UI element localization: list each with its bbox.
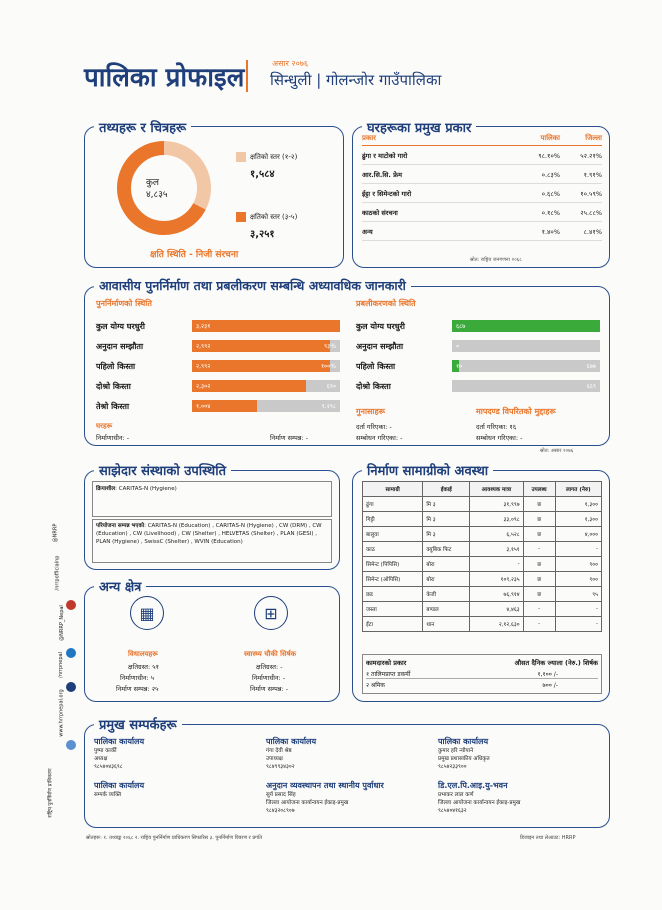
- material-name: सिमेन्ट (ओपिसि): [363, 572, 423, 587]
- house-types-table: [362, 134, 602, 241]
- house-type-palika: ९८.१०%: [538, 151, 560, 160]
- col-palika: पालिका: [540, 134, 560, 142]
- material-cost: ९५: [555, 587, 601, 602]
- rebuild-label: पहिलो किस्ता: [96, 362, 136, 371]
- org-name: राष्ट्रिय पुनर्निर्माण प्राधिकरण: [47, 768, 54, 818]
- col-type: प्रकार: [362, 134, 377, 142]
- material-row: [363, 527, 602, 542]
- social-tag: @NRRP: [52, 523, 59, 543]
- grievance-title: गुनासाहरू: [356, 407, 385, 416]
- contact-role: उपाध्यक्ष: [266, 756, 283, 762]
- page-title: पालिका प्रोफाइल: [84, 63, 245, 93]
- legend-value-dark: ३,२५१: [250, 229, 275, 240]
- house-type-name: ईट्टा र सिमेन्टको गारो: [362, 189, 412, 198]
- house-type-row: [362, 184, 602, 203]
- material-name: छड: [363, 587, 423, 602]
- house-type-palika: १.४०%: [541, 227, 560, 236]
- schools-title: विधालयहरू: [128, 650, 158, 658]
- rebuild-label: दोश्रो किस्ता: [96, 382, 131, 391]
- retrofit-label: दोश्रो किस्ता: [356, 382, 391, 391]
- material-row: [363, 512, 602, 527]
- houses-under-construction: निर्माणाधीन: -: [96, 434, 130, 442]
- donut-total-label: कुल: [146, 178, 160, 188]
- hospital-icon: ⊞: [254, 596, 288, 630]
- legend-label-light: क्षतिको स्तर (१-२): [250, 153, 298, 161]
- wage-skilled-rate: १,१०० /-: [537, 671, 558, 678]
- contact-phone[interactable]: ९८५४०४३६९८: [94, 764, 123, 770]
- material-cost: -: [555, 617, 601, 632]
- material-unit: बोरा: [423, 572, 470, 587]
- wage-col-type: कामदारको प्रकार: [366, 659, 407, 667]
- material-required: ३१,९९७: [470, 497, 523, 512]
- contact-office: पालिका कार्यालय: [266, 737, 317, 746]
- material-required: -: [470, 557, 523, 572]
- rebuild-label: अनुदान सम्झौता: [96, 342, 144, 351]
- material-cost: -: [555, 542, 601, 557]
- rebuild-label: कुल योग्य घरधुरी: [96, 322, 146, 331]
- contact-office: डि.एल.पि.आइ.यु-भवन: [438, 781, 508, 790]
- contact-role: अध्यक्ष: [94, 756, 108, 762]
- material-col-header: आवश्यक मात्रा: [470, 482, 523, 497]
- house-type-name: आर.सि.सि. फ्रेम: [362, 170, 403, 179]
- contact-role: जिल्ला आयोजना कार्यान्वयन ईकाइ-प्रमुख: [438, 800, 521, 806]
- material-required: ४,४६३: [470, 602, 523, 617]
- material-available: छ: [523, 557, 555, 572]
- material-row: [363, 542, 602, 557]
- material-col-header: उपलब्ध: [523, 482, 555, 497]
- material-cost: १,३००: [555, 497, 601, 512]
- contact-name: पुष्पा कार्की: [94, 748, 117, 754]
- schools-under-construction: निर्माणाधीन: ५: [120, 674, 155, 682]
- material-name: गिट्टी: [363, 512, 423, 527]
- partners-active-box: क्रियाशील: CARITAS-N (Hygiene): [92, 481, 332, 517]
- retrofit-value: ६८७: [456, 323, 466, 330]
- house-type-palika: ०.८३%: [541, 170, 560, 179]
- mapdanda-title: मापदण्ड विपरितको मुद्दाहरू: [476, 407, 556, 416]
- material-row: [363, 617, 602, 632]
- school-icon: ▦: [130, 596, 164, 630]
- material-name: बालुवा: [363, 527, 423, 542]
- material-required: ३३,०९८: [470, 512, 523, 527]
- material-available: छ: [523, 497, 555, 512]
- material-cost: ९००: [555, 572, 601, 587]
- title-divider: [246, 60, 248, 92]
- rebuild-remaining: १,२९८: [321, 403, 336, 410]
- retrofit-remaining: ६६९: [586, 383, 596, 390]
- house-type-name: काठको संरचना: [362, 208, 398, 217]
- rebuild-label: तेश्रो किस्ता: [96, 402, 130, 411]
- house-type-palika: ०.६८%: [541, 189, 560, 198]
- wage-col-rate: औसत दैनिक ज्याला (नेरु.) शिर्षक: [514, 659, 598, 667]
- col-district: जिल्ला: [585, 134, 602, 142]
- house-type-row: [362, 222, 602, 241]
- retrofit-bar-fill: [452, 320, 600, 332]
- retrofit-bar-track: [452, 340, 600, 352]
- rebuild-value: १,००४: [196, 403, 211, 410]
- house-types-source: स्रोत: राष्ट्रिय जनगणना २०६८: [470, 257, 522, 263]
- web-icon[interactable]: [66, 740, 76, 750]
- youtube-handle[interactable]: /nrrpnepal: [57, 652, 64, 678]
- house-type-name: अन्य: [362, 227, 373, 236]
- side-social-strip: [47, 500, 82, 830]
- material-name: जस्ता: [363, 602, 423, 617]
- partners-title: साझेदार संस्थाको उपस्थिति: [94, 461, 231, 479]
- contact-card: [94, 736, 262, 771]
- contact-card: [266, 736, 434, 771]
- partners-completed-label: परियोजना सम्पन्न भएको: [96, 523, 145, 529]
- rebuild-value: ३,२३१: [196, 323, 211, 330]
- contact-office: अनुदान व्यवस्थापन तथा स्थानीय पुर्वाधार: [266, 781, 384, 790]
- legend-swatch-light: [236, 152, 246, 162]
- contact-name: सम्पर्क व्यक्ति: [94, 792, 122, 798]
- other-title: अन्य क्षेत्र: [94, 577, 146, 595]
- retrofit-label: पहिलो किस्ता: [356, 362, 396, 371]
- contact-name: प्रभाकर लाल कर्ण: [438, 792, 474, 798]
- material-unit: मि ३: [423, 512, 470, 527]
- retrofit-label: अनुदान सम्झौता: [356, 342, 404, 351]
- rebuild-bar-fill: [192, 320, 340, 332]
- twitter-handle[interactable]: @NRRP_Nepal: [58, 605, 65, 641]
- house-type-row: [362, 165, 602, 184]
- contact-phone[interactable]: ९८४९९३४३०२: [266, 764, 295, 770]
- mapdanda-registered: दर्ता गरिएका: १६: [476, 423, 517, 431]
- legend-label-dark: क्षतिको स्तर (३-५): [250, 213, 298, 221]
- contact-phone[interactable]: ९८४३२०८९०७: [266, 808, 295, 814]
- house-type-district: ८.४१%: [583, 227, 602, 236]
- material-available: छ: [523, 587, 555, 602]
- wage-skilled-label: १ तालिमप्राप्त डकर्मी: [366, 671, 411, 678]
- partners-active-list: CARITAS-N (Hygiene): [118, 486, 177, 492]
- house-type-row: [362, 146, 602, 165]
- material-available: छ: [523, 572, 555, 587]
- retrofit-label: कुल योग्य घरधुरी: [356, 322, 406, 331]
- material-row: [363, 557, 602, 572]
- house-type-row: [362, 203, 602, 222]
- material-name: सिमेन्ट (पिपिसि): [363, 557, 423, 572]
- rebuild-value: २,३०२: [196, 383, 211, 390]
- contact-card: [438, 736, 606, 771]
- location-title: सिन्धुली | गोलन्जोर गाउँपालिका: [270, 71, 442, 89]
- material-cost: -: [555, 602, 601, 617]
- legend-value-light: १,५८४: [250, 169, 275, 180]
- rebuild-remaining: १००%: [320, 363, 336, 370]
- material-available: छ: [523, 527, 555, 542]
- legend-swatch-dark: [236, 212, 246, 222]
- rebuild-remaining: ६९०: [326, 383, 336, 390]
- wage-labour-rate: ७०० /-: [542, 682, 558, 689]
- house-types-title: घरहरूका प्रमुख प्रकार: [362, 118, 476, 136]
- reconstruction-left-sub: पुनर्निर्माणको स्थिति: [96, 299, 152, 308]
- contact-office: पालिका कार्यालय: [94, 781, 145, 790]
- houses-foot-title: घरहरू: [96, 422, 113, 430]
- contact-office: पालिका कार्यालय: [438, 737, 489, 746]
- health-under-construction: निर्माणाधीन: -: [252, 674, 286, 682]
- partners-completed-box: परियोजना सम्पन्न भएको: CARITAS-N (Education) , CARITAS-N (Hygiene) , CW (DRM) , CW (Education) , CW (Livelihood) , CW (Shelter) , HELVETAS (Shelter) , PLAN (GESI) , PLAN (Hygiene) , SwissC (Shelter) , WVIN (Education): [92, 519, 332, 563]
- wage-box: [362, 654, 602, 694]
- health-damaged: क्षतिग्रस्त: -: [256, 663, 283, 671]
- material-col-header: सामाग्री: [363, 482, 423, 497]
- material-required: १०९,२३५: [470, 572, 523, 587]
- reconstruction-title: आवासीय पुनर्निर्माण तथा प्रबलीकरण सम्बन्धि अध्यावधिक जानकारी: [94, 277, 411, 294]
- material-col-header: लागत (नेरु): [555, 482, 601, 497]
- website-link[interactable]: www.hrrpnepal.org: [58, 689, 65, 737]
- rebuild-value: २,९९२: [196, 363, 211, 370]
- report-date: असार २०७६: [272, 59, 309, 68]
- material-required: ७६,९१४: [470, 587, 523, 602]
- material-name: ढुंगा: [363, 497, 423, 512]
- contact-role: प्रमुख प्रशासकीय अधिकृत: [438, 756, 490, 762]
- footer-sources: स्रोतहरू: १. तथ्याङ्क २०६८ २. राष्ट्रिय पुनर्निर्माण प्राधिकरण सिफारिस ३. पुनर्निर्माण विवरण र प्रगति: [86, 835, 263, 841]
- facts-title: तथ्यहरू र चित्रहरू: [94, 118, 191, 136]
- youtube-icon[interactable]: [66, 682, 76, 692]
- mapdanda-addressed: सम्बोधन गरिएका: -: [476, 434, 523, 442]
- grievance-registered: दर्ता गरिएका: -: [356, 423, 392, 431]
- retrofit-value: १०: [456, 363, 463, 370]
- material-cost: ९००: [555, 557, 601, 572]
- partners-active-label: क्रियाशील: [96, 486, 116, 492]
- material-cost: ४,०००: [555, 527, 601, 542]
- material-unit: क्युबिक फिट: [423, 542, 470, 557]
- contact-phone[interactable]: ९८५४०४१६३२: [438, 808, 467, 814]
- contacts-title: प्रमुख सम्पर्कहरू: [94, 715, 182, 733]
- material-required: ३,१५१: [470, 542, 523, 557]
- donut-total: ४,८३५: [146, 190, 168, 200]
- material-available: -: [523, 542, 555, 557]
- house-type-district: १०.५९%: [580, 189, 602, 198]
- retrofit-remaining: ६७७: [586, 363, 596, 370]
- schools-damaged: क्षतिग्रस्त: ५१: [128, 663, 159, 671]
- material-row: [363, 497, 602, 512]
- material-unit: केजी: [423, 587, 470, 602]
- material-row: [363, 587, 602, 602]
- material-available: -: [523, 617, 555, 632]
- material-unit: बोरा: [423, 557, 470, 572]
- materials-table: [362, 481, 602, 632]
- contact-office: पालिका कार्यालय: [94, 737, 145, 746]
- rebuild-value: २,९९२: [196, 343, 211, 350]
- material-unit: मि ३: [423, 497, 470, 512]
- house-type-district: ५२.२१%: [580, 151, 602, 160]
- material-available: छ: [523, 512, 555, 527]
- partners-completed-list: CARITAS-N (Education) , CARITAS-N (Hygiene) , CW (DRM) , CW (Education) , CW (Livelihood) , CW (Shelter) , HELVETAS (Shelter) , PLAN (GESI) , PLAN (Hygiene) , SwissC (Shelter) , WVIN (Education): [96, 523, 322, 545]
- house-type-district: १.९१%: [583, 170, 602, 179]
- houses-completed: निर्माण सम्पन्न: -: [270, 434, 309, 442]
- rebuild-bar-fill: [192, 360, 330, 372]
- material-row: [363, 602, 602, 617]
- contact-phone[interactable]: ९८५४२३३९००: [438, 764, 467, 770]
- material-available: -: [523, 602, 555, 617]
- facts-caption: क्षति स्थिति - निजी संरचना: [150, 250, 239, 260]
- material-cost: १,३००: [555, 512, 601, 527]
- contact-card: [266, 780, 434, 815]
- contact-role: जिल्ला आयोजना कार्यान्वयन ईकाइ-प्रमुख: [266, 800, 349, 806]
- health-title: स्वास्थ्य चौकी सिर्षक: [244, 650, 297, 658]
- contact-name: गंगा देवी श्रेष्ठ: [266, 748, 292, 754]
- footer-design: डिजाइन तथा लेआउट: HRRP: [520, 835, 576, 841]
- wage-labour-label: २ श्रमिक: [366, 682, 386, 689]
- reconstruction-right-sub: प्रबलीकरणको स्थिति: [356, 299, 416, 308]
- house-type-name: ढुंगा र माटोको गारो: [362, 151, 408, 160]
- rebuild-remaining: ९३%: [324, 343, 336, 350]
- house-type-district: २५.८८%: [580, 208, 602, 217]
- material-name: ईंटा: [363, 617, 423, 632]
- material-unit: मि ३: [423, 527, 470, 542]
- material-row: [363, 572, 602, 587]
- health-completed: निर्माण सम्पन्न: -: [250, 685, 289, 693]
- contact-card: [438, 780, 606, 815]
- material-required: ६,५२८: [470, 527, 523, 542]
- contact-name: कुमार हरि न्यौपाने: [438, 748, 474, 754]
- retrofit-value: ०: [456, 343, 460, 350]
- contact-card: [94, 780, 262, 799]
- material-unit: बण्डल: [423, 602, 470, 617]
- house-type-palika: ०.१८%: [541, 208, 560, 217]
- materials-title: निर्माण सामाग्रीको अवस्था: [362, 461, 493, 479]
- reconstruction-source: स्रोत: असार २०७६: [540, 448, 574, 454]
- facebook-icon[interactable]: [66, 600, 76, 610]
- rebuild-bar-fill: [192, 340, 330, 352]
- contact-name: सुर्य प्रसाद सिंह: [266, 792, 296, 798]
- twitter-icon[interactable]: [66, 648, 76, 658]
- material-required: २,१२,६३०: [470, 617, 523, 632]
- material-name: काठ: [363, 542, 423, 557]
- facebook-handle[interactable]: /nrrpofficialnp: [54, 555, 61, 591]
- grievance-addressed: सम्बोधन गरिएका: -: [356, 434, 403, 442]
- material-col-header: ईकाई: [423, 482, 470, 497]
- material-unit: थान: [423, 617, 470, 632]
- schools-completed: निर्माण सम्पन्न: २५: [116, 685, 159, 693]
